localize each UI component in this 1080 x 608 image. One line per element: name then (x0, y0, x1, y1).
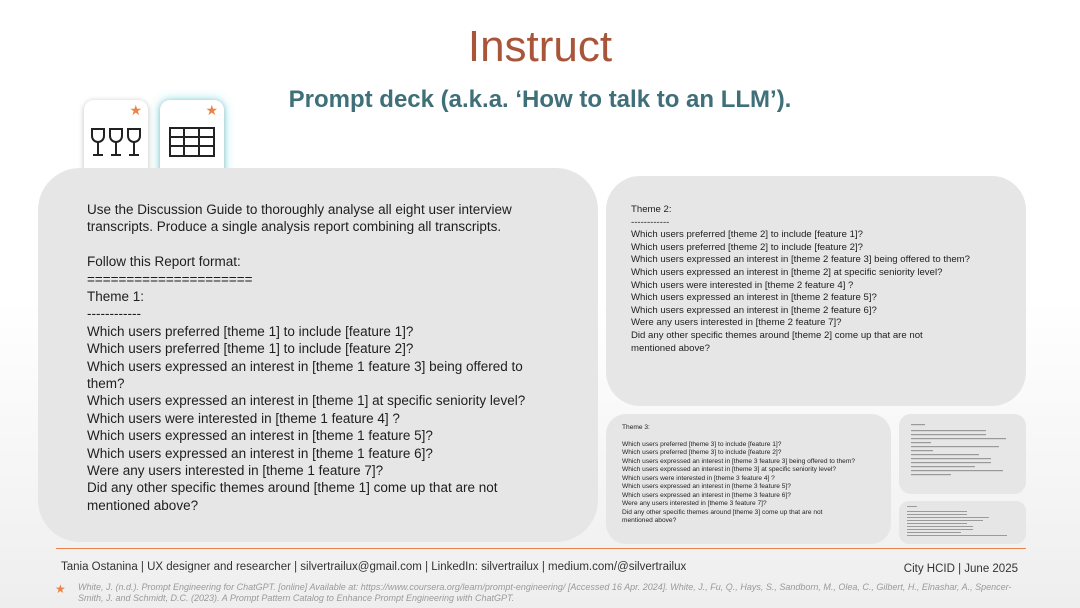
question-item: Which users expressed an interest in [theme 2] at specific seniority level? (631, 266, 943, 278)
page-subtitle: Prompt deck (a.k.a. ‘How to talk to an LLM’). (288, 86, 792, 113)
question-item: Which users were interested in [theme 1 feature 4] ? (87, 410, 400, 426)
theme-2-panel (606, 176, 1026, 406)
question-item: Which users preferred [theme 1] to include [feature 1]? (87, 323, 414, 339)
star-icon: ★ (129, 102, 142, 118)
table-grid-icon (160, 126, 224, 163)
theme-title: Theme 1: (87, 289, 145, 305)
miniature-text-lines (911, 424, 1011, 484)
question-item: Which users preferred [theme 2] to include [feature 1]? (631, 229, 863, 241)
question-item: Which users expressed an interest in [theme 3 feature 3] being offered to them? (622, 457, 855, 465)
question-item: Which users were interested in [theme 2 feature 4] ? (631, 279, 854, 291)
wine-glasses-icon (84, 126, 148, 165)
question-item: Which users preferred [theme 3] to include [feature 2]? (622, 449, 782, 456)
theme-5-thumbnail (899, 501, 1026, 544)
question-item: Which users preferred [theme 3] to include [feature 1]? (622, 440, 782, 448)
question-item: Which users preferred [theme 2] to include [feature 2]? (631, 241, 863, 253)
question-item: Were any users interested in [theme 1 feature 7]? (87, 463, 384, 479)
page-title: Instruct (467, 22, 613, 71)
question-item: Which users expressed an interest in [theme 3] at specific seniority level? (622, 466, 837, 473)
star-icon: ★ (55, 582, 66, 596)
prompt-intro: Use the Discussion Guide to thoroughly analyse all eight user interview transcripts. Produce a single analysis report combining all transcripts. (87, 202, 512, 235)
question-item: Which users expressed an interest in [theme 1] at specific seniority level? (87, 393, 526, 409)
question-item: Which users expressed an interest in [theme 3 feature 6]? (622, 491, 791, 499)
question-item: Did any other specific themes around [theme 2] come up that are not mentioned above? (631, 329, 923, 354)
footer-venue-date: City HCID | June 2025 (903, 563, 1018, 575)
theme-2-title: Theme 2: (631, 204, 672, 215)
report-format-label: Follow this Report format: (87, 254, 241, 270)
question-item: Did any other specific themes around [theme 3] come up that are not mentioned above? (622, 508, 823, 524)
format-separator: ===================== (87, 271, 253, 287)
theme-4-thumbnail (899, 414, 1026, 494)
question-item: Which users expressed an interest in [theme 2 feature 3] being offered to them? (631, 254, 970, 266)
question-item: Which users expressed an interest in [theme 2 feature 5]? (631, 292, 877, 304)
star-icon: ★ (205, 102, 218, 118)
theme-separator: ------------ (87, 306, 141, 322)
question-item: Which users were interested in [theme 3 feature 4] ? (622, 474, 775, 482)
theme-3-title: Theme 3: (622, 424, 650, 431)
question-list (87, 323, 598, 514)
reference-citation: White, J. (n.d.). Prompt Engineering for ChatGPT. [online] Available at: https://www.coursera.org/learn/prompt-engineering/ [Accessed 16 Apr. 2024]. White, J., Fu, Q., Hays, S., Sandborn, M., Olea, C., Gilbert, H., Elnashar, A., Spencer-Smith, J. and Schmidt, D.C. (2023). A Prompt Pattern Catalog to Enhance Prompt Engineering with ChatGPT. (78, 582, 1012, 603)
question-item: Which users preferred [theme 1] to include [feature 2]? (87, 341, 414, 357)
question-item: Did any other specific themes around [theme 1] come up that are not mentioned above? (87, 480, 498, 513)
question-item: Were any users interested in [theme 2 feature 7]? (631, 317, 842, 329)
question-item: Were any users interested in [theme 3 feature 7]? (622, 500, 767, 507)
question-item: Which users expressed an interest in [theme 1 feature 3] being offered to them? (87, 358, 523, 392)
footer-contact: Tania Ostanina | UX designer and researcher | silvertrailux@gmail.com | LinkedIn: silvertrailux | medium.com/@silvertrailux (61, 561, 687, 573)
main-prompt-panel (38, 168, 598, 542)
footer-divider (56, 548, 1026, 549)
miniature-text-lines (907, 506, 1017, 540)
question-item: Which users expressed an interest in [theme 1 feature 5]? (87, 428, 433, 444)
theme-3-panel (606, 414, 891, 544)
question-item: Which users expressed an interest in [theme 2 feature 6]? (631, 304, 877, 316)
question-item: Which users expressed an interest in [theme 1 feature 6]? (87, 445, 433, 461)
question-item: Which users expressed an interest in [theme 3 feature 5]? (622, 483, 791, 490)
theme-2-separator: ------------ (631, 216, 670, 228)
